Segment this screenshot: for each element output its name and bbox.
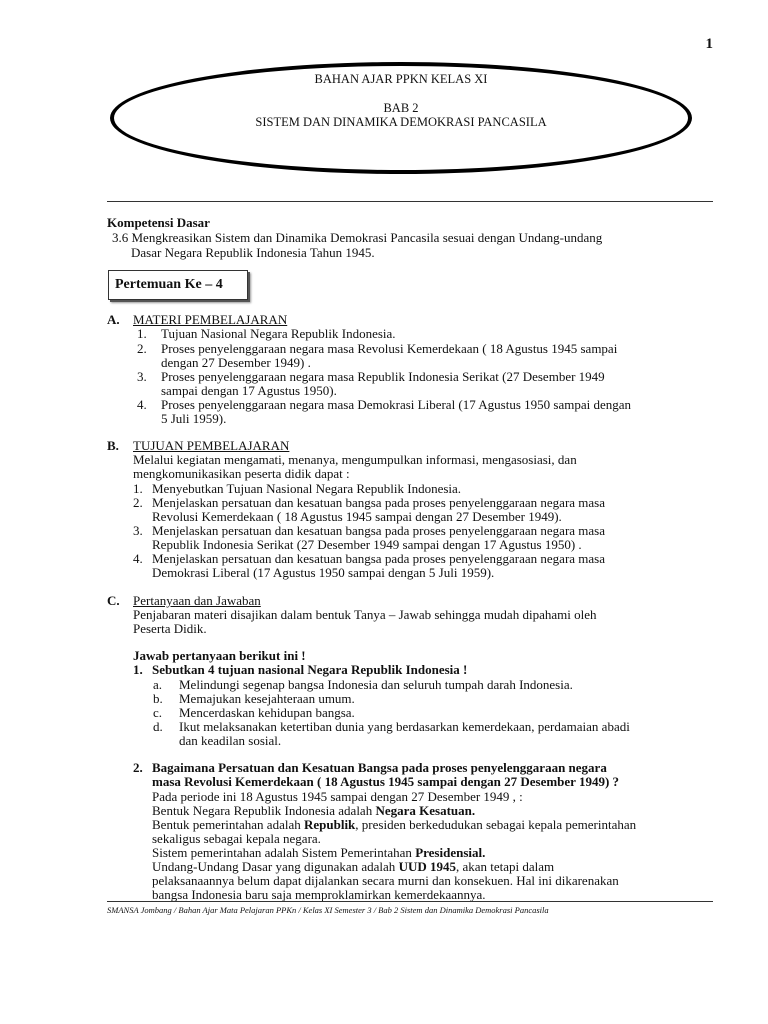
answer-line — [152, 859, 554, 874]
section-b-intro: Melalui kegiatan mengamati, menanya, mengumpulkan informasi, mengasosiasi, dan — [133, 452, 577, 467]
answer-emphasis: Presidensial. — [415, 845, 486, 860]
question-2-text: masa Revolusi Kemerdekaan ( 18 Agustus 1945 sampai dengan 27 Desember 1949) ? — [152, 774, 620, 789]
pertemuan-box: Pertemuan Ke – 4 — [108, 270, 248, 300]
section-c-heading: Pertanyaan dan Jawaban — [133, 593, 261, 608]
answer-letter: b. — [153, 691, 163, 706]
answer-text: Bentuk Negara Republik Indonesia adalah — [152, 803, 376, 818]
section-b-letter: B. — [107, 438, 119, 453]
question-prompt: Jawab pertanyaan berikut ini ! — [133, 648, 306, 663]
list-item: Republik Indonesia Serikat (27 Desember 1949 sampai dengan 17 Agustus 1950) . — [152, 537, 582, 552]
list-item: Menjelaskan persatuan dan kesatuan bangsa pada proses penyelenggaraan negara masa — [152, 523, 606, 538]
kompetensi-line-1: 3.6 Mengkreasikan Sistem dan Dinamika Demokrasi Pancasila sesuai dengan Undang-undang — [112, 230, 603, 245]
answer-line — [152, 845, 485, 860]
answer-text: , presiden berkedudukan sebagai kepala pemerintahan — [355, 817, 637, 832]
answer-emphasis: Republik — [303, 817, 356, 832]
answer-text: , akan tetapi dalam — [455, 859, 555, 874]
header-divider — [107, 201, 713, 202]
answer-text: Undang-Undang Dasar yang digunakan adalah — [152, 859, 399, 874]
list-number: 2. — [137, 341, 147, 356]
answer-text: Bentuk pemerintahan adalah — [152, 817, 304, 832]
section-a-heading: MATERI PEMBELAJARAN — [133, 312, 288, 327]
list-number: 4. — [133, 551, 143, 566]
section-b-heading: TUJUAN PEMBELAJARAN — [133, 438, 290, 453]
question-number: 2. — [133, 760, 143, 775]
answer-item: Ikut melaksanakan ketertiban dunia yang berdasarkan kemerdekaan, perdamaian abadi — [179, 719, 630, 734]
list-item: Tujuan Nasional Negara Republik Indonesia. — [161, 326, 396, 341]
list-item: Menjelaskan persatuan dan kesatuan bangsa pada proses penyelenggaraan negara masa — [152, 495, 606, 510]
list-item: 5 Juli 1959). — [161, 411, 227, 426]
answer-item: Melindungi segenap bangsa Indonesia dan seluruh tumpah darah Indonesia. — [179, 677, 573, 692]
answer-item: dan keadilan sosial. — [179, 733, 282, 748]
answer-line — [152, 803, 475, 818]
chapter-label: BAB 2 — [383, 101, 419, 115]
list-item: Revolusi Kemerdekaan ( 18 Agustus 1945 sampai dengan 27 Desember 1949). — [152, 509, 562, 524]
document-title: BAHAN AJAR PPKN KELAS XI — [314, 72, 488, 86]
answer-letter: c. — [153, 705, 163, 720]
answer-line: Pada periode ini 18 Agustus 1945 sampai dengan 27 Desember 1949 , : — [152, 789, 523, 804]
answer-emphasis: Negara Kesatuan. — [375, 803, 476, 818]
answer-item: Mencerdaskan kehidupan bangsa. — [179, 705, 355, 720]
list-number: 1. — [133, 481, 143, 496]
list-number: 3. — [133, 523, 143, 538]
page-footer: SMANSA Jombang / Bahan Ajar Mata Pelajaran PPKn / Kelas XI Semester 3 / Bab 2 Sistem dan Dinamika Demokrasi Pancasila — [107, 905, 549, 915]
list-item: Menjelaskan persatuan dan kesatuan bangsa pada proses penyelenggaraan negara masa — [152, 551, 606, 566]
section-c-intro: Penjabaran materi disajikan dalam bentuk Tanya – Jawab sehingga mudah dipahami oleh — [133, 607, 597, 622]
list-item: Proses penyelenggaraan negara masa Republik Indonesia Serikat (27 Desember 1949 — [161, 369, 605, 384]
chapter-subtitle: SISTEM DAN DINAMIKA DEMOKRASI PANCASILA — [255, 115, 547, 129]
list-number: 4. — [137, 397, 147, 412]
kompetensi-line-2: Dasar Negara Republik Indonesia Tahun 1945. — [131, 245, 375, 260]
footer-divider — [107, 901, 713, 902]
question-1-text: Sebutkan 4 tujuan nasional Negara Republik Indonesia ! — [152, 662, 468, 677]
kompetensi-heading: Kompetensi Dasar — [107, 215, 210, 230]
answer-item: Memajukan kesejahteraan umum. — [179, 691, 355, 706]
answer-line: sekaligus sebagai kepala negara. — [152, 831, 321, 846]
list-item: Menyebutkan Tujuan Nasional Negara Republik Indonesia. — [152, 481, 462, 496]
answer-line: bangsa Indonesia baru saja memproklamirkan kemerdekaannya. — [152, 887, 486, 902]
answer-emphasis: UUD 1945 — [398, 859, 456, 874]
list-item: Proses penyelenggaraan negara masa Revolusi Kemerdekaan ( 18 Agustus 1945 sampai — [161, 341, 618, 356]
answer-text: Sistem pemerintahan adalah Sistem Pemerintahan — [152, 845, 416, 860]
question-number: 1. — [133, 662, 143, 677]
list-item: dengan 27 Desember 1949) . — [161, 355, 311, 370]
list-item: sampai dengan 17 Agustus 1950). — [161, 383, 337, 398]
section-a-letter: A. — [107, 312, 120, 327]
list-number: 3. — [137, 369, 147, 384]
question-2-text: Bagaimana Persatuan dan Kesatuan Bangsa pada proses penyelenggaraan negara — [152, 760, 607, 775]
page-number: 1 — [705, 36, 713, 52]
answer-line: pelaksanaannya belum dapat dijalankan secara murni dan konsekuen. Hal ini dikarenakan — [152, 873, 619, 888]
section-b-intro: mengkomunikasikan peserta didik dapat : — [133, 466, 350, 481]
answer-letter: d. — [153, 719, 163, 734]
answer-line — [152, 817, 636, 832]
list-item: Demokrasi Liberal (17 Agustus 1950 sampai dengan 5 Juli 1959). — [152, 565, 495, 580]
list-number: 1. — [137, 326, 147, 341]
answer-letter: a. — [153, 677, 163, 692]
section-c-letter: C. — [107, 593, 120, 608]
list-item: Proses penyelenggaraan negara masa Demokrasi Liberal (17 Agustus 1950 sampai dengan — [161, 397, 632, 412]
list-number: 2. — [133, 495, 143, 510]
section-c-intro: Peserta Didik. — [133, 621, 207, 636]
